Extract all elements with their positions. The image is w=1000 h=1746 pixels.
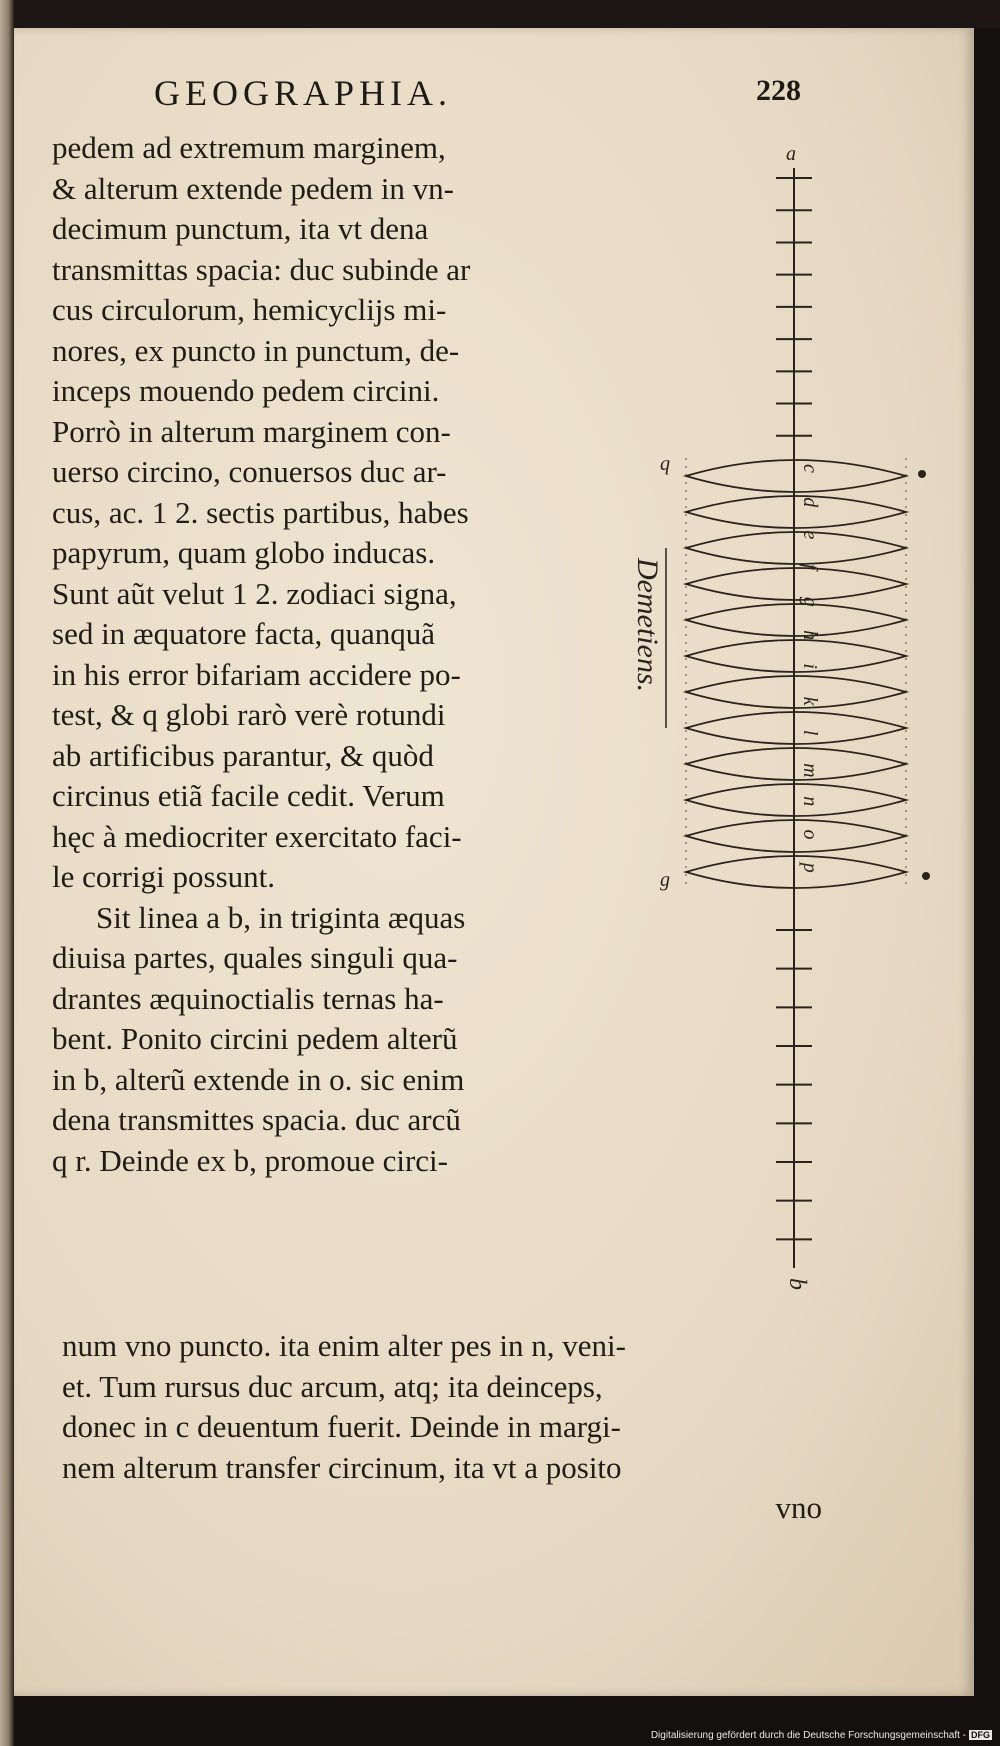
gore-lens — [686, 568, 906, 600]
point-label-b: b — [784, 1278, 810, 1290]
point-marker — [922, 872, 930, 880]
text-line: circinus etiã facile cedit. Verum — [52, 778, 445, 813]
segment-letter: n — [799, 796, 821, 807]
gore-lens — [686, 712, 906, 744]
main-text-column — [52, 128, 612, 1181]
text-line: le corrigi possunt. — [52, 859, 275, 894]
text-line: nores, ex puncto in punctum, de- — [52, 332, 460, 368]
gore-lens — [686, 640, 906, 672]
gore-lens — [686, 856, 906, 888]
segment-letter: k — [799, 696, 821, 706]
gore-diagram — [614, 138, 974, 1318]
gore-lens — [686, 496, 906, 528]
credit-text: Digitalisierung gefördert durch die Deutsche Forschungsgemeinschaft - — [650, 1730, 966, 1741]
text-line: cus circulorum, hemicyclijs mi- — [52, 292, 447, 327]
segment-letter: d — [799, 497, 821, 508]
segment-letter: o — [799, 829, 821, 840]
text-line: et. Tum rursus duc arcum, atq; ita deinceps, — [62, 1368, 603, 1404]
text-line: drantes æquinoctialis ternas ha- — [52, 980, 444, 1016]
full-width-text — [62, 1326, 822, 1529]
text-line: diuisa partes, quales singuli qua- — [52, 940, 458, 975]
segment-letter: g — [799, 596, 821, 607]
text-line: pedem ad extremum marginem, — [52, 130, 446, 165]
segment-letter: f — [799, 563, 821, 570]
gore-lens — [686, 532, 906, 564]
text-line: in b, alterũ extende in o. sic enim — [52, 1061, 465, 1097]
text-line: sed in æquatore facta, quanquã — [52, 616, 436, 651]
text-line: & alterum extende pedem in vn- — [52, 170, 455, 206]
text-line: papyrum, quam globo inducas. — [52, 535, 436, 570]
text-line: donec in c deuentum fuerit. Deinde in margi- — [62, 1409, 621, 1444]
gore-lens — [686, 820, 906, 852]
text-line: dena transmittes spacia. duc arcũ — [52, 1102, 461, 1137]
gore-lens — [686, 604, 906, 636]
gore-diagram-svg — [614, 138, 974, 1318]
gore-lens — [686, 460, 906, 492]
point-label-a: a — [786, 143, 796, 165]
segment-letter: m — [799, 763, 821, 778]
segment-letter: h — [799, 630, 821, 641]
text-line: uerso circino, conuersos duc ar- — [52, 454, 447, 489]
segment-letter: c — [799, 464, 821, 473]
text-line: ab artificibus parantur, & quòd — [52, 737, 434, 773]
gore-lens — [686, 784, 906, 816]
segment-letter: i — [799, 663, 821, 669]
text-line: q r. Deinde ex b, promoue circi- — [52, 1142, 448, 1178]
demetiens-label: Demetiens. — [631, 558, 664, 693]
text-line: bent. Ponito circini pedem alterũ — [52, 1021, 458, 1056]
text-line: Sunt aũt velut 1 2. zodiaci signa, — [52, 575, 457, 611]
book-spine-edge — [0, 0, 14, 1746]
scan-top-border — [0, 0, 1000, 28]
book-page — [14, 28, 974, 1696]
text-line: hęc à mediocriter exercitato faci- — [52, 818, 462, 854]
point-label-g: g — [660, 869, 670, 891]
catchword: vno — [775, 1490, 822, 1525]
point-marker — [918, 470, 926, 478]
text-line: Sit linea a b, in triginta æquas — [96, 899, 466, 935]
point-label-q: q — [660, 453, 670, 475]
gore-lens — [686, 676, 906, 708]
text-line: test, & q globi rarò verè rotundi — [52, 697, 446, 732]
segment-letter: l — [799, 729, 821, 736]
text-line: transmittas spacia: duc subinde ar — [52, 251, 471, 287]
dfg-logo: DFG — [971, 1730, 990, 1740]
text-line: in his error bifariam accidere po- — [52, 656, 461, 692]
segment-letter: e — [799, 530, 821, 540]
text-line: cus, ac. 1 2. sectis partibus, habes — [52, 494, 469, 530]
text-line: Porrò in alterum marginem con- — [52, 413, 451, 449]
text-line: decimum punctum, ita vt dena — [52, 211, 429, 246]
text-line: inceps mouendo pedem circini. — [52, 373, 440, 408]
segment-letter: p — [799, 862, 821, 873]
page-number: 228 — [756, 74, 801, 107]
running-head: GEOGRAPHIA. — [154, 73, 452, 113]
digitization-credit — [651, 1730, 992, 1741]
gore-lens — [686, 748, 906, 780]
text-line: num vno puncto. ita enim alter pes in n, veni- — [62, 1328, 626, 1363]
text-line: nem alterum transfer circinum, ita vt a posito — [62, 1449, 622, 1485]
